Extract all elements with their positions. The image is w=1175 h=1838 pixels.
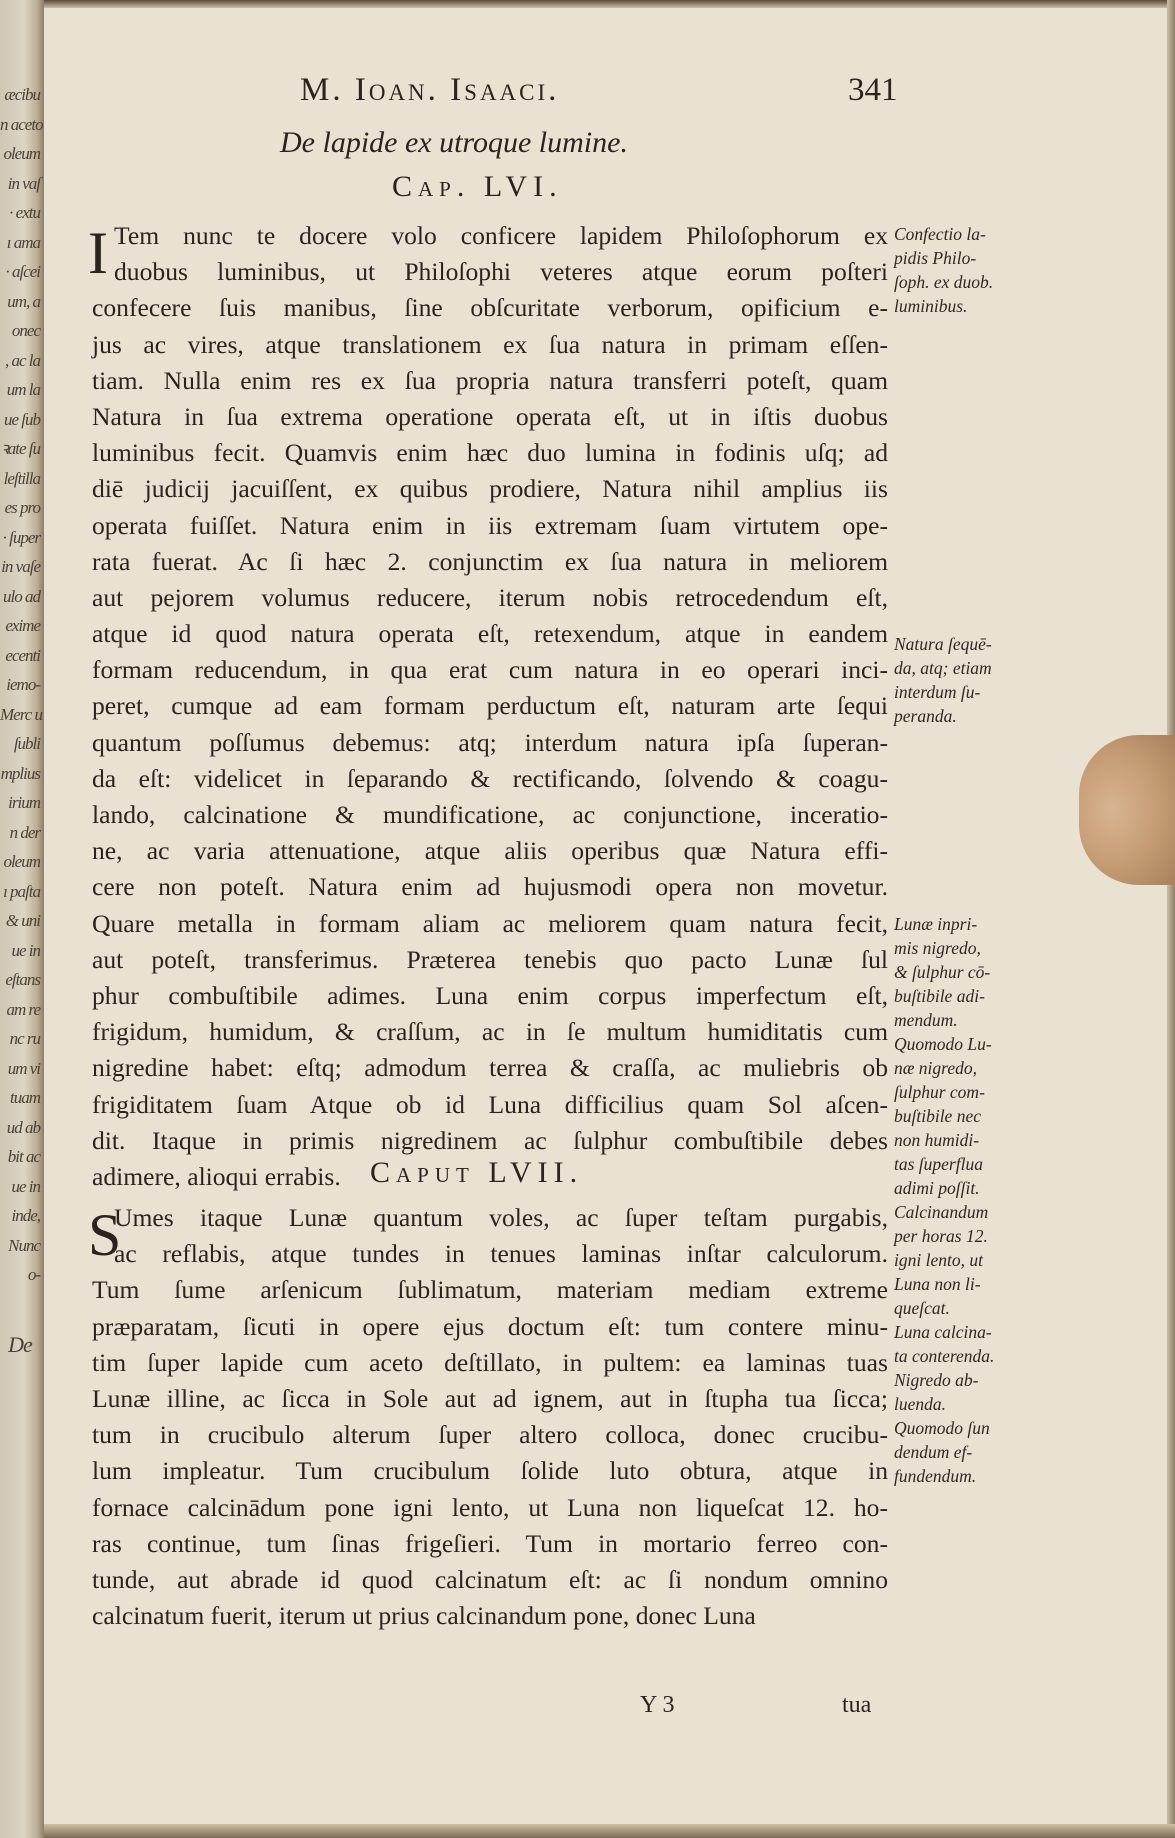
- text-line: da eſt: videlicet in ſeparando & rectificando, ſolvendo & coagu-: [92, 763, 888, 793]
- text-line: ac reflabis, atque tundes in tenues laminas inſtar calculorum.: [114, 1239, 888, 1269]
- facing-page-fragment: iemo-: [6, 675, 40, 694]
- section-title: De lapide ex utroque lumine.: [280, 126, 628, 159]
- chapter-lvi-text: [88, 218, 888, 1195]
- facing-page-fragment: um la: [6, 380, 40, 399]
- text-line: formam reducendum, in qua erat cum natura in eo operari inci-: [92, 655, 888, 685]
- text-line: Umes itaque Lunæ quantum voles, ac ſuper teſtam purgabis,: [114, 1203, 888, 1232]
- facing-page-fragment: o-: [27, 1265, 40, 1284]
- marginal-note-line: Luna calcina-: [894, 1322, 992, 1342]
- marginal-note-line: tas ſuperflua: [894, 1154, 983, 1174]
- text-line: luminibus fecit. Quamvis enim hæc duo lumina in fodinis uſq; ad: [92, 438, 888, 468]
- marginal-note-line: non humidi-: [894, 1130, 980, 1150]
- text-line: tum in crucibulo alterum ſuper altero colloca, donec crucibu-: [92, 1420, 888, 1450]
- signature-mark: Y 3: [640, 1692, 675, 1718]
- facing-page-fragment: ud ab: [6, 1117, 40, 1137]
- facing-page-fragment: nc ru: [9, 1029, 40, 1048]
- marginal-note-line: buſtibile nec: [894, 1106, 981, 1126]
- facing-page-catchword: De: [8, 1331, 32, 1357]
- facing-page-fragment: mplius: [0, 763, 40, 783]
- page-top-edge: [44, 0, 1175, 8]
- marginal-note-line: igni lento, ut: [894, 1250, 983, 1270]
- facing-page-fragment: onec: [11, 321, 40, 340]
- text-line: duobus luminibus, ut Philoſophi veteres atque eorum poſteri: [114, 257, 888, 287]
- text-line: jus ac vires, atque translationem ex ſua natura in primam eſſen-: [92, 329, 888, 359]
- text-line: tiam. Nulla enim res ex ſua propria natura transferri poteſt, quam: [92, 365, 888, 395]
- marginal-note-line: næ nigredo,: [894, 1058, 977, 1078]
- facing-page-fragment: tuam: [10, 1088, 40, 1107]
- page-number: 341: [848, 72, 898, 108]
- text-line: rata fuerat. Ac ſi hæc 2. conjunctim ex ſua natura in meliorem: [92, 546, 888, 576]
- facing-page-fragment: ꝛate ſu: [0, 439, 40, 458]
- facing-page-fragment: · extu: [9, 203, 40, 222]
- text-line: tim ſuper lapide cum aceto deſtillato, in pultem: ea laminas tuas: [92, 1347, 888, 1377]
- page-header: [300, 72, 900, 116]
- marginal-note-line: peranda.: [894, 706, 957, 726]
- drop-cap: I: [88, 220, 108, 286]
- marginal-note-line: luenda.: [894, 1394, 947, 1414]
- marginal-note-line: Quomodo ſun: [894, 1418, 990, 1438]
- text-line: confecere ſuis manibus, ſine obſcuritate verborum, opificium e-: [92, 293, 888, 323]
- marginal-note-line: buſtibile adi-: [894, 986, 985, 1006]
- facing-page-fragment: in vaſ: [7, 173, 40, 193]
- facing-page-fragment: in vaſe: [1, 557, 40, 576]
- marginal-note: [894, 912, 994, 1488]
- marginal-note-line: dendum ef-: [894, 1442, 973, 1462]
- page-right-edge: [1167, 0, 1175, 1838]
- facing-page-fragment: oleum: [3, 852, 40, 871]
- marginal-note-line: adimi poſſit.: [894, 1178, 980, 1198]
- facing-page-fragment: leſtilla: [3, 468, 40, 488]
- text-line: adimere, alioqui errabis.: [92, 1161, 341, 1191]
- facing-page-fragment: ſubli: [13, 734, 40, 753]
- facing-page-fragments: [0, 80, 44, 1780]
- text-line: tunde, aut abrade id quod calcinatum eſt: ac ſi nondum omnino: [92, 1564, 888, 1594]
- text-line: præparatam, ſicuti in opere ejus doctum eſt: tum contere minu-: [92, 1311, 888, 1341]
- facing-page-fragment: ecenti: [5, 645, 40, 665]
- text-line: Lunæ illine, ac ſicca in Sole aut ad ignem, aut in ſtupha tua ſicca;: [92, 1383, 888, 1413]
- marginal-note-line: pidis Philo-: [894, 248, 977, 268]
- text-line: ne, ac varia attenuatione, atque aliis operibus quæ Natura effi-: [92, 836, 888, 866]
- facing-page-fragment: · aſcei: [5, 262, 40, 281]
- text-line: dit. Itaque in primis nigredinem ac ſulphur combuſtibile debes: [92, 1125, 888, 1155]
- marginal-note-line: Lunæ inpri-: [894, 914, 978, 934]
- marginal-note: [894, 632, 992, 728]
- marginal-note-line: ſulphur com-: [894, 1082, 985, 1102]
- marginal-note-line: Luna non li-: [894, 1274, 981, 1294]
- thumb-holding-page: [1079, 735, 1175, 885]
- facing-page-fragment: ue in: [11, 1176, 40, 1196]
- facing-page-fragment: ulo ad: [3, 586, 40, 606]
- facing-page-fragment: um, a: [7, 291, 40, 311]
- facing-page-fragment: inde,: [11, 1206, 40, 1225]
- facing-page-fragment: oleum: [3, 144, 40, 163]
- text-line: diē judicij jacuiſſent, ex quibus prodiere, Natura nihil amplius iis: [92, 474, 888, 504]
- facing-page-fragment: exime: [5, 616, 40, 635]
- facing-page-fragment: & uni: [5, 911, 40, 930]
- text-line: aut poteſt, transferimus. Præterea tenebis quo pacto Lunæ ſul: [92, 944, 888, 974]
- marginal-note-line: Quomodo Lu-: [894, 1034, 992, 1054]
- marginal-note-line: ſoph. ex duob.: [894, 272, 994, 292]
- facing-page-fragment: Merc u: [0, 704, 42, 724]
- facing-page-fragment: ue ſub: [3, 409, 40, 429]
- running-head: M. Ioan. Isaaci.: [300, 72, 560, 108]
- text-line: operata fuiſſet. Natura enim in iis extremam ſuam virtutem ope-: [92, 510, 888, 540]
- marginal-note-line: Confectio la-: [894, 224, 986, 244]
- marginal-note-line: interdum ſu-: [894, 682, 981, 702]
- facing-page-fragment: Nunc: [8, 1235, 40, 1255]
- catchword: tua: [842, 1692, 872, 1718]
- facing-page-fragment: ı ama: [6, 232, 40, 252]
- text-line: lum impleatur. Tum crucibulum ſolide luto obtura, atque in: [92, 1456, 888, 1486]
- text-line: atque id quod natura operata eſt, retexendum, atque in eandem: [92, 619, 888, 649]
- facing-page-fragment: n der: [9, 822, 40, 842]
- text-line: frigiditatem ſuam Atque ob id Luna difficilius quam Sol aſcen-: [92, 1089, 888, 1119]
- marginal-note-line: mendum.: [894, 1010, 958, 1030]
- marginal-note-line: fundendum.: [894, 1466, 977, 1486]
- marginal-note-line: mis nigredo,: [894, 938, 981, 958]
- text-line: phur combuſtibile adimes. Luna enim corpus imperfectum eſt,: [92, 980, 888, 1010]
- text-line: Quare metalla in formam aliam ac meliorem quam natura fecit,: [92, 908, 888, 938]
- marginal-note: [894, 222, 993, 318]
- marginal-note-line: Natura ſequē-: [894, 634, 992, 654]
- text-line: quantum poſſumus debemus: atq; interdum natura ipſa ſuperan-: [92, 727, 888, 757]
- drop-cap: S: [88, 1202, 122, 1268]
- text-line: frigidum, humidum, & craſſum, ac in ſe multum humiditatis cum: [92, 1017, 888, 1047]
- marginal-note-line: da, atq; etiam: [894, 658, 992, 678]
- chapter-heading-lvii: Caput LVII.: [370, 1156, 584, 1189]
- facing-page-fragment: æcibu: [4, 85, 40, 104]
- facing-page-fragment: ı paſta: [3, 881, 40, 901]
- facing-page-fragment: bit ac: [7, 1147, 40, 1166]
- text-line: Tem nunc te docere volo conficere lapidem Philoſophorum ex: [114, 221, 888, 250]
- page-bottom-edge: [44, 1824, 1175, 1838]
- text-line: aut pejorem volumus reducere, iterum nobis retrocedendum eſt,: [92, 582, 888, 612]
- text-line: peret, cumque ad eam formam perductum eſt, naturam arte ſequi: [92, 691, 888, 721]
- text-line: Tum ſume arſenicum ſublimatum, materiam mediam extreme: [92, 1275, 888, 1305]
- chapter-lvii-text: [88, 1200, 888, 1634]
- marginal-note-line: & ſulphur cō-: [894, 962, 991, 982]
- marginal-note-line: queſcat.: [894, 1298, 950, 1318]
- facing-page-fragment: eſtans: [5, 970, 40, 989]
- text-line: fornace calcinādum pone igni lento, ut Luna non liqueſcat 12. ho-: [92, 1492, 888, 1522]
- facing-page-fragment: es pro: [4, 498, 40, 517]
- text-line: cere non poteſt. Natura enim ad hujusmodi opera non movetur.: [92, 872, 888, 902]
- facing-page-fragment: am re: [6, 999, 40, 1019]
- facing-page-fragment: ue in: [11, 940, 40, 960]
- chapter-heading-lvi: Cap. LVI.: [392, 170, 563, 203]
- facing-page-fragment: um vi: [7, 1058, 40, 1078]
- marginal-note-line: per horas 12.: [894, 1226, 988, 1246]
- marginal-note-line: ta conterenda.: [894, 1346, 995, 1366]
- facing-page-fragment: · ſuper: [2, 527, 40, 547]
- text-line: calcinatum fuerit, iterum ut prius calcinandum pone, donec Luna: [92, 1601, 756, 1631]
- text-line: ras continue, tum ſinas frigeſieri. Tum in mortario ferreo con-: [92, 1528, 888, 1558]
- marginal-note-line: luminibus.: [894, 296, 968, 316]
- facing-page-fragment: irium: [8, 793, 40, 812]
- text-line: lando, calcinatione & mundificatione, ac conjunctione, inceratio-: [92, 800, 888, 829]
- facing-page-fragment: , ac la: [4, 350, 40, 370]
- marginal-note-line: Calcinandum: [894, 1202, 989, 1222]
- text-line: nigredine habet: eſtq; admodum terrea & craſſa, ac muliebris ob: [92, 1053, 888, 1083]
- facing-page-fragment: n aceto: [0, 114, 43, 134]
- marginal-note-line: Nigredo ab-: [894, 1370, 979, 1390]
- text-line: Natura in ſua extrema operatione operata eſt, ut in iſtis duobus: [92, 401, 888, 431]
